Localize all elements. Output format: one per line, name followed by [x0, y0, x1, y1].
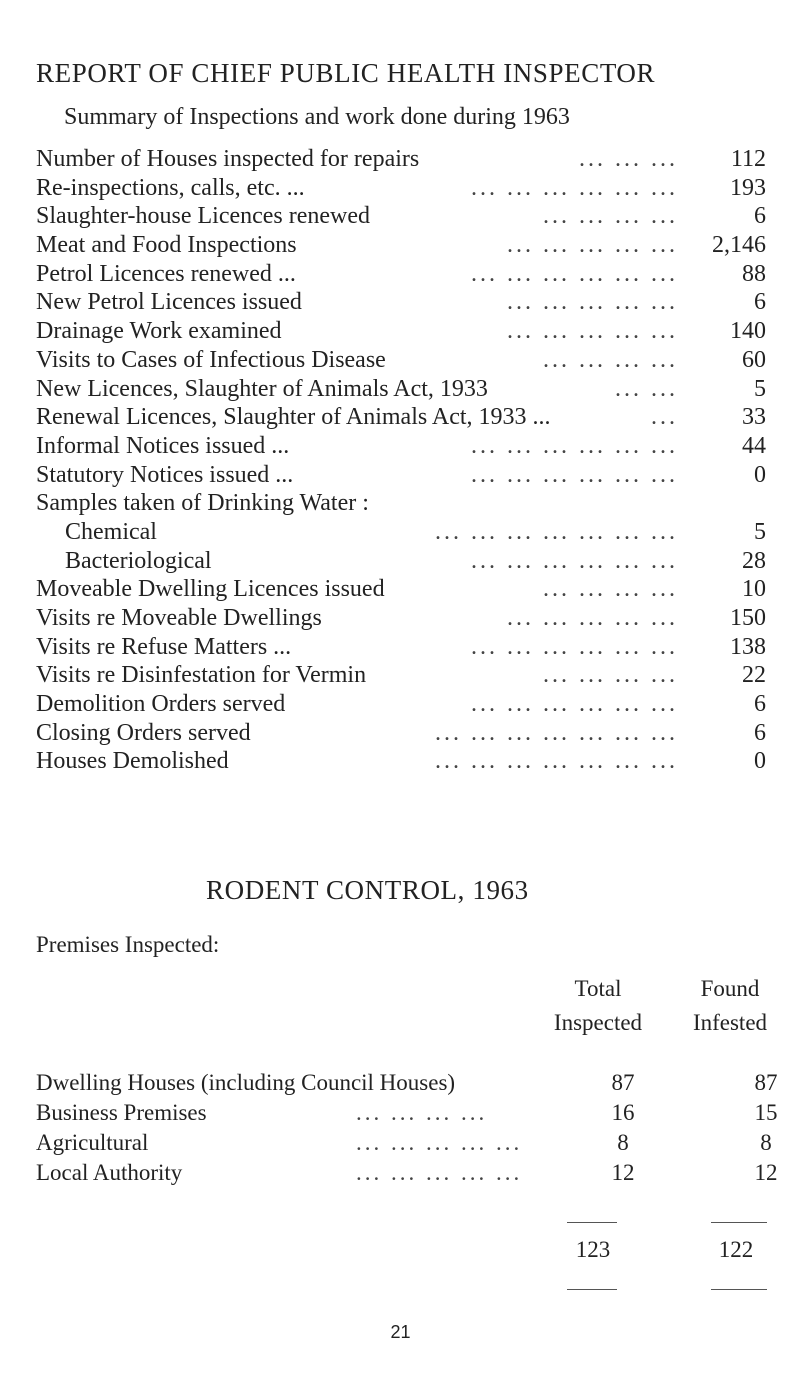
inspection-row [36, 489, 766, 518]
inspection-value: 10 [742, 576, 766, 603]
inspection-label: Meat and Food Inspections [36, 232, 297, 259]
rodent-premises-label: Local Authority [36, 1160, 183, 1185]
page-number: 21 [390, 1322, 411, 1342]
report-subtitle: Summary of Inspections and work done during 1963 [64, 104, 570, 130]
inspection-row [36, 633, 766, 662]
inspection-row [36, 346, 766, 375]
leader-dots: ... ... ... ... ... ... ... [435, 518, 678, 545]
report-title: REPORT OF CHIEF PUBLIC HEALTH INSPECTOR [36, 58, 656, 88]
inspection-label: Visits re Moveable Dwellings [36, 605, 322, 631]
leader-dots: ... [651, 404, 678, 431]
inspection-row [36, 145, 766, 174]
inspection-label: Visits to Cases of Infectious Disease [36, 346, 386, 373]
inspection-label: Closing Orders served [36, 719, 251, 746]
sum-total-inspected: 123 [575, 1237, 611, 1262]
leader-dots: ... ... ... ... ... [356, 1160, 523, 1185]
inspection-value: 150 [730, 605, 766, 631]
leader-dots: ... ... ... [579, 146, 678, 172]
inspection-label: Number of Houses inspected for repairs [36, 146, 420, 172]
total-rule-top-1 [567, 1222, 617, 1223]
found-infested-header [665, 972, 795, 1040]
leader-dots: ... ... ... ... [543, 576, 678, 603]
leader-dots: ... ... ... ... ... [507, 232, 678, 259]
inspection-label: Statutory Notices issued ... [36, 461, 294, 488]
inspection-row [36, 202, 766, 231]
inspection-label: Bacteriological [65, 547, 212, 574]
rodent-found-infested: 12 [754, 1160, 778, 1185]
inspection-value: 33 [742, 404, 766, 431]
inspection-value: 22 [742, 662, 766, 689]
leader-dots: ... ... ... ... ... ... [471, 633, 678, 660]
rodent-total-inspected: 87 [611, 1070, 635, 1095]
inspection-value: 5 [754, 518, 766, 545]
inspection-row [36, 174, 766, 203]
inspection-row [36, 719, 766, 748]
inspection-label: Samples taken of Drinking Water : [36, 490, 369, 517]
leader-dots: ... ... ... ... ... ... [471, 432, 678, 459]
leader-dots: ... ... ... ... ... ... [471, 547, 678, 574]
sum-found-infested: 122 [718, 1237, 754, 1262]
inspection-value: 2,146 [712, 232, 766, 259]
leader-dots: ... ... ... ... [543, 203, 678, 230]
inspection-row [36, 747, 766, 776]
inspection-row [36, 461, 766, 490]
inspection-value: 138 [730, 633, 766, 660]
leader-dots: ... ... ... ... ... [507, 605, 678, 631]
leader-dots: ... ... ... ... ... ... [471, 691, 678, 718]
inspection-label: Houses Demolished [36, 748, 229, 775]
total-header-line2: Inspected [553, 1010, 643, 1035]
rodent-premises-label: Dwelling Houses (including Council Houses) [36, 1070, 456, 1095]
rodent-row [36, 1098, 796, 1128]
rodent-total-inspected: 16 [611, 1100, 635, 1125]
inspection-row [36, 231, 766, 260]
leader-dots: ... ... ... ... ... [356, 1130, 523, 1155]
leader-dots: ... ... ... ... ... ... ... [435, 748, 678, 775]
rodent-total-inspected: 8 [617, 1130, 629, 1155]
inspection-label: Slaughter-house Licences renewed [36, 203, 371, 230]
inspection-label: Renewal Licences, Slaughter of Animals Act, 1933 ... [36, 404, 551, 431]
inspection-row [36, 260, 766, 289]
leader-dots: ... ... ... ... ... [507, 289, 678, 316]
inspection-value: 112 [730, 146, 766, 172]
total-header-line1: Total [574, 976, 622, 1001]
inspection-row [36, 690, 766, 719]
inspection-row [36, 518, 766, 547]
inspection-label: New Petrol Licences issued [36, 289, 302, 316]
inspection-value: 6 [754, 691, 766, 718]
inspection-value: 44 [742, 432, 766, 459]
inspection-label: Informal Notices issued ... [36, 432, 290, 459]
rodent-row [36, 1068, 796, 1098]
inspection-value: 6 [754, 719, 766, 746]
inspection-label: Demolition Orders served [36, 691, 286, 718]
rodent-row [36, 1158, 796, 1188]
inspection-value: 0 [754, 748, 766, 775]
total-rule-bottom-2 [711, 1289, 767, 1290]
leader-dots: ... ... ... ... [543, 346, 678, 373]
inspection-label: Visits re Disinfestation for Vermin [36, 662, 367, 689]
inspection-value: 140 [730, 318, 766, 345]
inspection-row [36, 403, 766, 432]
inspection-value: 193 [730, 174, 766, 201]
inspection-label: Drainage Work examined [36, 318, 282, 345]
premises-inspected-label: Premises Inspected: [36, 932, 220, 957]
leader-dots: ... ... ... ... ... ... [471, 461, 678, 488]
rodent-found-infested: 15 [754, 1100, 778, 1125]
inspection-row [36, 661, 766, 690]
rodent-found-infested: 87 [754, 1070, 778, 1095]
inspection-label: New Licences, Slaughter of Animals Act, 1933 [36, 375, 488, 402]
inspection-value: 88 [742, 260, 766, 287]
rodent-premises-label: Agricultural [36, 1130, 149, 1155]
inspection-row [36, 432, 766, 461]
leader-dots: ... ... ... ... ... ... ... [435, 719, 678, 746]
inspections-list [36, 145, 766, 776]
leader-dots: ... ... ... ... ... ... [471, 174, 678, 201]
rodent-total-inspected: 12 [611, 1160, 635, 1185]
leader-dots: ... ... ... ... ... ... [471, 260, 678, 287]
inspection-value: 6 [754, 289, 766, 316]
total-inspected-header [533, 972, 663, 1040]
inspection-value: 60 [742, 346, 766, 373]
inspection-label: Moveable Dwelling Licences issued [36, 576, 385, 603]
leader-dots: ... ... [615, 375, 678, 402]
leader-dots: ... ... ... ... [356, 1100, 488, 1125]
inspection-row [36, 604, 766, 633]
inspection-label: Chemical [65, 518, 157, 545]
rodent-row [36, 1128, 796, 1158]
inspection-value: 6 [754, 203, 766, 230]
rodent-control-heading: RODENT CONTROL, 1963 [206, 875, 529, 905]
rodent-found-infested: 8 [760, 1130, 772, 1155]
rodent-premises-label: Business Premises [36, 1100, 207, 1125]
inspection-row [36, 317, 766, 346]
leader-dots: ... ... ... ... [543, 662, 678, 689]
inspection-value: 0 [754, 461, 766, 488]
inspection-value: 5 [754, 375, 766, 402]
inspection-label: Re-inspections, calls, etc. ... [36, 174, 305, 201]
total-rule-top-2 [711, 1222, 767, 1223]
found-header-line2: Infested [692, 1010, 768, 1035]
inspection-row [36, 575, 766, 604]
inspection-row [36, 288, 766, 317]
found-header-line1: Found [700, 976, 760, 1001]
inspection-label: Petrol Licences renewed ... [36, 260, 296, 287]
inspection-value: 28 [742, 547, 766, 574]
inspection-row [36, 375, 766, 404]
total-rule-bottom-1 [567, 1289, 617, 1290]
inspection-row [36, 547, 766, 576]
inspection-label: Visits re Refuse Matters ... [36, 633, 292, 660]
leader-dots: ... ... ... ... ... [507, 318, 678, 345]
rodent-table [36, 1068, 796, 1188]
